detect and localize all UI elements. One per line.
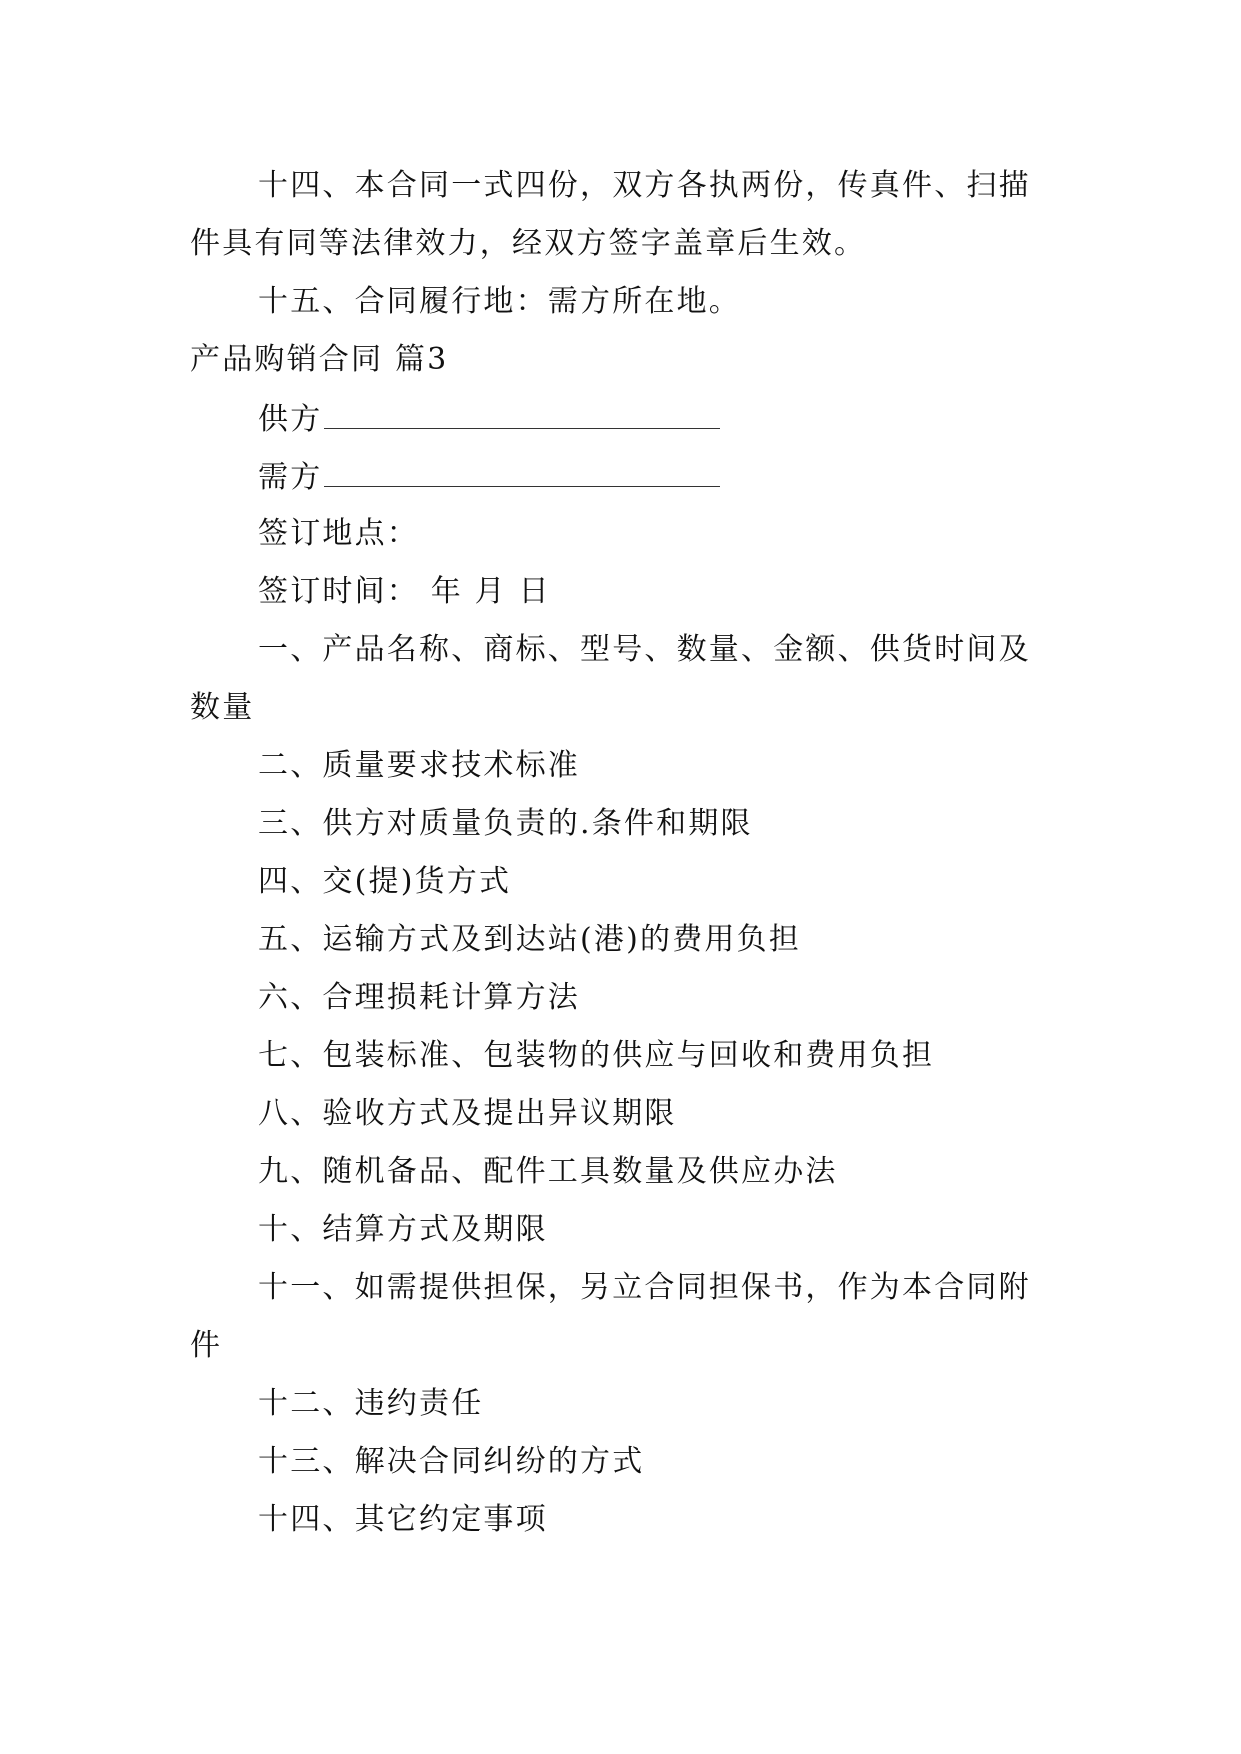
supplier-field xyxy=(258,398,720,440)
buyer-field xyxy=(258,456,720,498)
item-2: 二、质量要求技术标准 xyxy=(258,748,580,783)
item-13: 十三、解决合同纠纷的方式 xyxy=(258,1444,645,1479)
buyer-label: 需方 xyxy=(258,460,323,495)
item-11-line-2: 件 xyxy=(190,1328,223,1363)
item-1-line-1: 一、产品名称、商标、型号、数量、金额、供货时间及 xyxy=(258,632,1031,667)
item-9: 九、随机备品、配件工具数量及供应办法 xyxy=(258,1154,838,1189)
item-1-line-2: 数量 xyxy=(190,690,255,725)
clause-15: 十五、合同履行地：需方所在地。 xyxy=(258,284,741,319)
item-12: 十二、违约责任 xyxy=(258,1386,484,1421)
item-3: 三、供方对质量负责的.条件和期限 xyxy=(258,806,753,841)
item-14: 十四、其它约定事项 xyxy=(258,1502,548,1537)
clause-14-line-1: 十四、本合同一式四份，双方各执两份，传真件、扫描 xyxy=(258,168,1031,203)
supplier-label: 供方 xyxy=(258,402,323,437)
signing-place: 签订地点： xyxy=(258,516,419,551)
item-4: 四、交(提)货方式 xyxy=(258,864,512,899)
item-7: 七、包装标准、包装物的供应与回收和费用负担 xyxy=(258,1038,935,1073)
item-10: 十、结算方式及期限 xyxy=(258,1212,548,1247)
clause-14-line-2: 件具有同等法律效力，经双方签字盖章后生效。 xyxy=(190,226,867,261)
item-11-line-1: 十一、如需提供担保，另立合同担保书，作为本合同附 xyxy=(258,1270,1031,1305)
item-8: 八、验收方式及提出异议期限 xyxy=(258,1096,677,1131)
supplier-blank xyxy=(324,398,720,429)
section-heading: 产品购销合同 篇3 xyxy=(190,342,449,377)
buyer-blank xyxy=(324,456,720,487)
item-5: 五、运输方式及到达站(港)的费用负担 xyxy=(258,922,802,957)
signing-time: 签订时间： 年 月 日 xyxy=(258,574,551,609)
item-6: 六、合理损耗计算方法 xyxy=(258,980,580,1015)
